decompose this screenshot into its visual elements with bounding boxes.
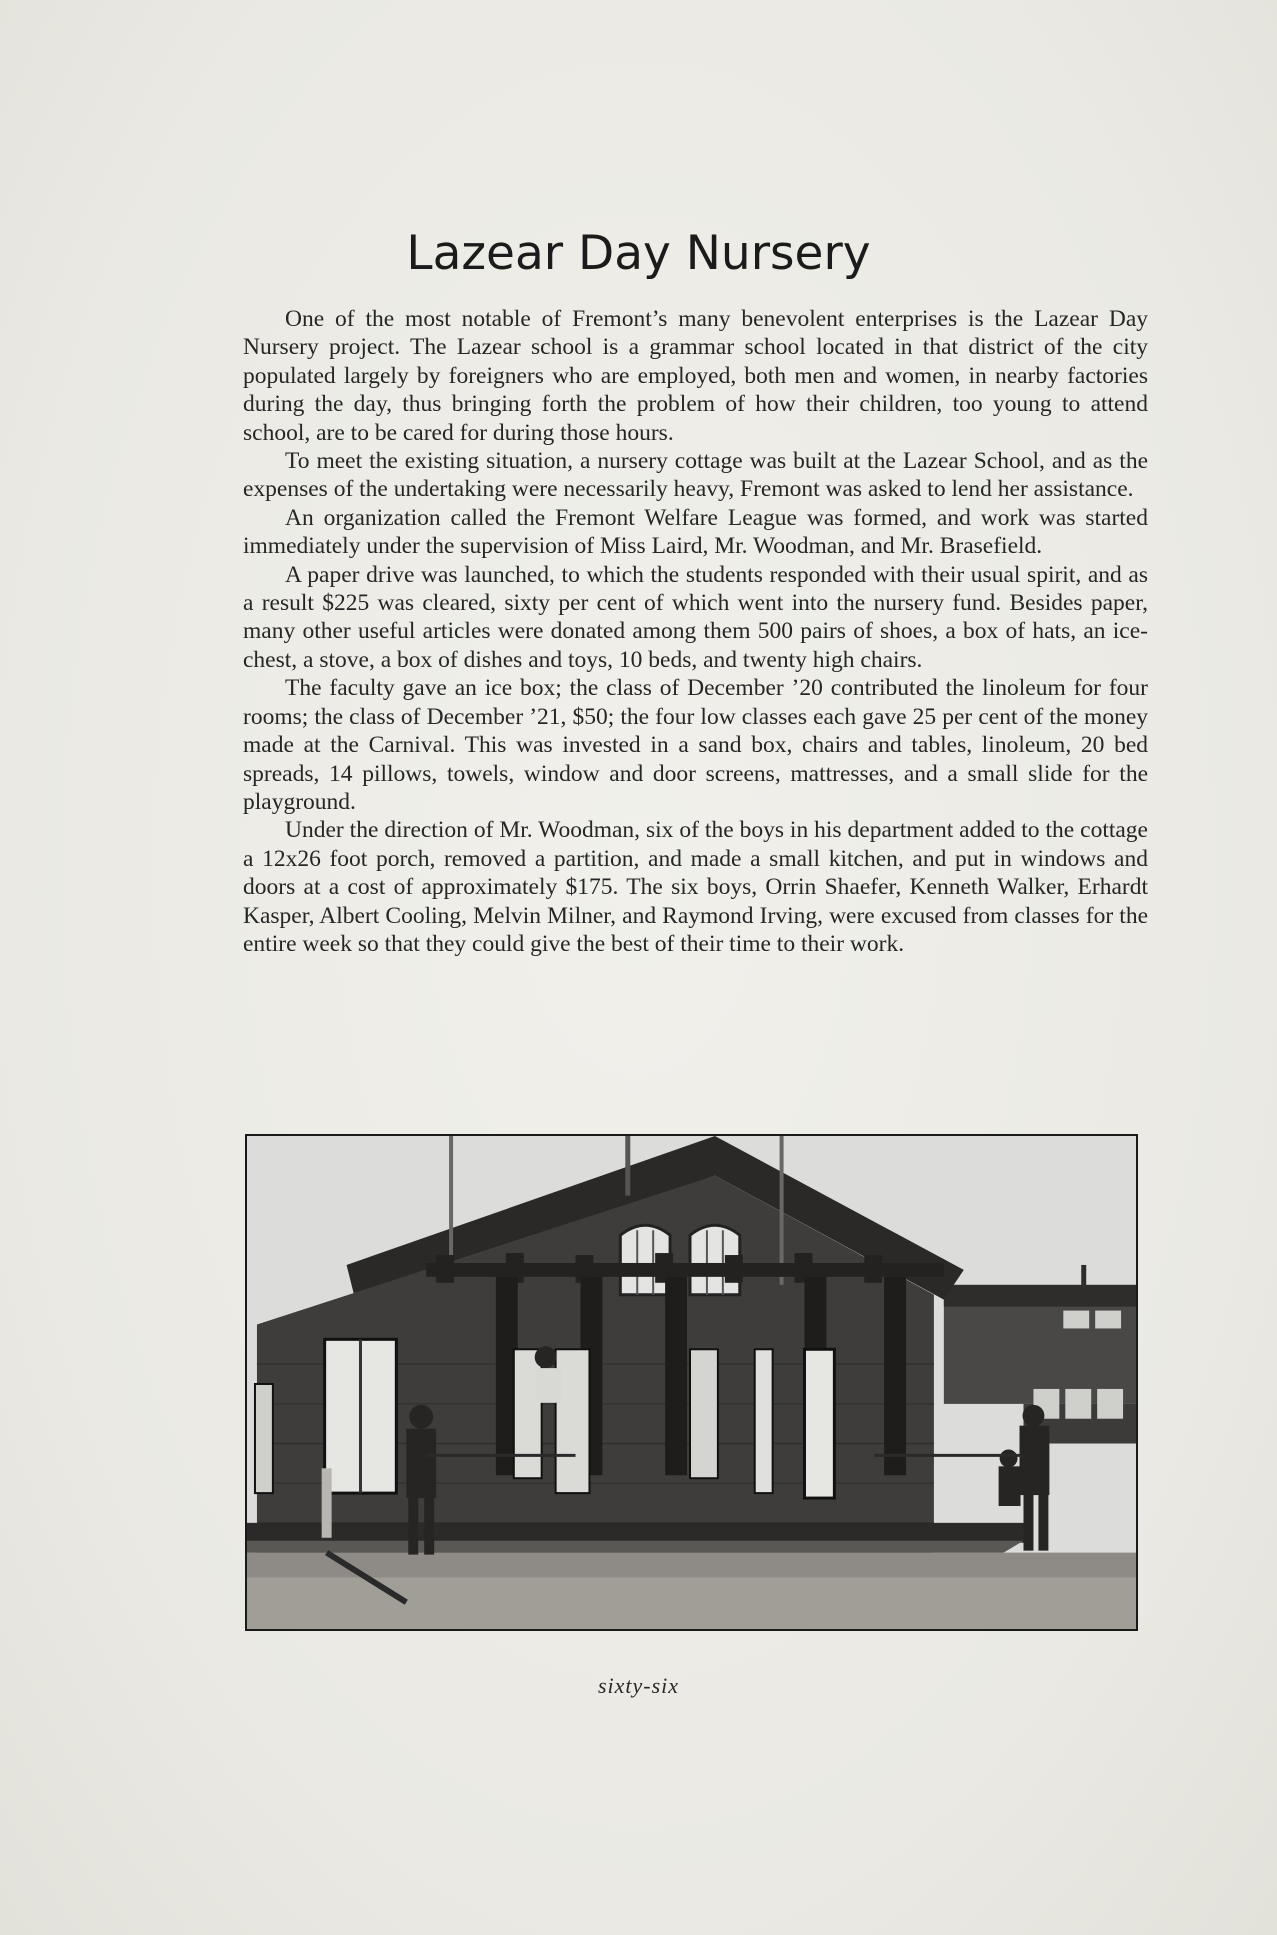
page-number: sixty-six bbox=[597, 1673, 680, 1698]
paragraph-5: The faculty gave an ice box; the class of December ’20 contributed the linoleum for four rooms; the class of December ’21, $50; the four low classes each gave 25 per cent of the money made at the Carnival. This was invested in a sand box, chairs and tables, linoleum, 20 bed spreads, 14 pillows, towels, window and door screens, mattresses, and a small slide for the playground. bbox=[243, 675, 1148, 815]
cottage-illustration bbox=[247, 1136, 1136, 1629]
paragraph-6: Under the direction of Mr. Woodman, six of the boys in his department added to the cottage a 12x26 foot porch, removed a partition, and made a small kitchen, and put in windows and doors at a cost of approximately $175. The six boys, Orrin Shaefer, Kenneth Walker, Erhardt Kasper, Albert Cooling, Melvin Milner, and Raymond Irving, were excused from classes for the entire week so that they could give the best of their time to their work. bbox=[243, 817, 1148, 957]
paragraph-1: One of the most notable of Fremont’s many benevolent enterprises is the Lazear Day Nursery project. The Lazear school is a grammar school located in that district of the city populated largely by foreigners who are employed, both men and women, in nearby factories during the day, thus bringing forth the problem of how their children, too young to attend school, are to be cared for during those hours. bbox=[243, 306, 1148, 446]
paragraph-4: A paper drive was launched, to which the students responded with their usual spirit, and as a result $225 was cleared, sixty per cent of which went into the nursery fund. Besides paper, many other useful articles were donated among them 500 pairs of shoes, a box of hats, an ice-chest, a stove, a box of dishes and toys, 10 beds, and twenty high chairs. bbox=[243, 561, 1148, 673]
paragraph-3: An organization called the Fremont Welfare League was formed, and work was started immediately under the supervision of Miss Laird, Mr. Woodman, and Mr. Brasefield. bbox=[243, 504, 1148, 560]
article-title: Lazear Day Nursery bbox=[406, 226, 871, 281]
article-body bbox=[243, 305, 1148, 958]
nursery-cottage-photo bbox=[245, 1134, 1138, 1631]
paragraph-2: To meet the existing situation, a nursery cottage was built at the Lazear School, and as the expenses of the undertaking were necessarily heavy, Fremont was asked to lend her assistance. bbox=[243, 448, 1148, 503]
